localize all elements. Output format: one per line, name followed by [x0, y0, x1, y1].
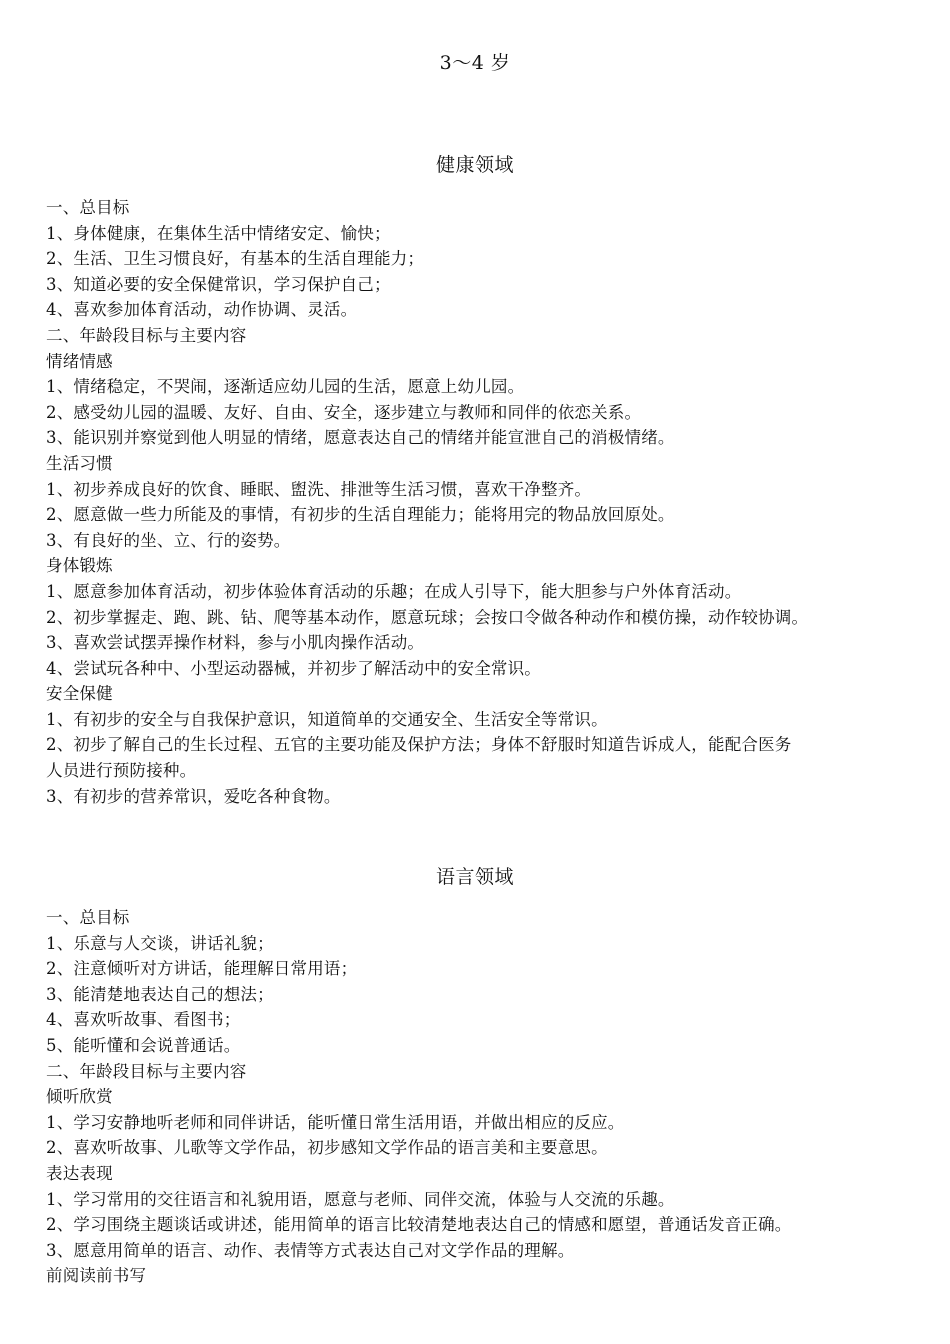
text-line: 情绪情感	[46, 351, 113, 371]
text-line: 4、喜欢听故事、看图书；	[46, 1010, 241, 1030]
text-line: 1、愿意参加体育活动，初步体验体育活动的乐趣；在成人引导下，能大胆参与户外体育活动。	[46, 581, 742, 601]
text-line: 3、有良好的坐、立、行的姿势。	[46, 530, 291, 550]
text-line: 倾听欣赏	[46, 1087, 113, 1107]
text-line: 前阅读前书写	[46, 1266, 147, 1286]
text-line: 3、知道必要的安全保健常识，学习保护自己；	[46, 274, 391, 294]
text-line: 2、初步了解自己的生长过程、五官的主要功能及保护方法；身体不舒服时知道告诉成人，能配合医务	[46, 735, 792, 755]
section-body-health	[46, 195, 916, 809]
text-line: 3、有初步的营养常识，爱吃各种食物。	[46, 786, 341, 806]
text-line: 安全保健	[46, 684, 113, 704]
text-line: 表达表现	[46, 1163, 113, 1183]
text-line: 一、总目标	[46, 908, 130, 927]
text-line: 1、有初步的安全与自我保护意识，知道简单的交通安全、生活安全等常识。	[46, 709, 608, 729]
text-line: 1、乐意与人交谈，讲话礼貌；	[46, 933, 274, 953]
text-line: 人员进行预防接种。	[46, 761, 197, 781]
text-line: 2、注意倾听对方讲话，能理解日常用语；	[46, 959, 358, 979]
text-line: 1、情绪稳定，不哭闹，逐渐适应幼儿园的生活，愿意上幼儿园。	[46, 377, 525, 397]
text-line: 3、能识别并察觉到他人明显的情绪，愿意表达自己的情绪并能宣泄自己的消极情绪。	[46, 428, 675, 448]
text-line: 2、愿意做一些力所能及的事情，有初步的生活自理能力；能将用完的物品放回原处。	[46, 505, 675, 525]
text-line: 一、总目标	[46, 198, 130, 217]
section-heading-language: 语言领域	[435, 866, 514, 888]
section-body-language	[46, 905, 916, 1289]
text-line: 2、感受幼儿园的温暖、友好、自由、安全，逐步建立与教师和同伴的依恋关系。	[46, 402, 642, 422]
text-line: 1、初步养成良好的饮食、睡眠、盥洗、排泄等生活习惯，喜欢干净整齐。	[46, 479, 592, 499]
text-line: 1、身体健康，在集体生活中情绪安定、愉快；	[46, 223, 391, 243]
text-line: 1、学习安静地听老师和同伴讲话，能听懂日常生活用语，并做出相应的反应。	[46, 1112, 625, 1132]
text-line: 身体锻炼	[46, 556, 113, 576]
text-line: 2、初步掌握走、跑、跳、钻、爬等基本动作，愿意玩球；会按口令做各种动作和模仿操，动作较协调。	[46, 607, 809, 627]
section-heading-health: 健康领域	[435, 154, 514, 176]
text-line: 二、年龄段目标与主要内容	[46, 325, 247, 345]
text-line: 生活习惯	[46, 453, 113, 473]
text-line: 3、能清楚地表达自己的想法；	[46, 984, 274, 1004]
text-line: 4、喜欢参加体育活动，动作协调、灵活。	[46, 300, 358, 320]
text-line: 1、学习常用的交往语言和礼貌用语，愿意与老师、同伴交流，体验与人交流的乐趣。	[46, 1189, 675, 1209]
text-line: 5、能听懂和会说普通话。	[46, 1035, 241, 1055]
text-line: 二、年龄段目标与主要内容	[46, 1061, 247, 1081]
document-title: 3～4 岁	[439, 52, 511, 74]
text-line: 2、喜欢听故事、儿歌等文学作品，初步感知文学作品的语言美和主要意思。	[46, 1138, 608, 1158]
text-line: 3、愿意用简单的语言、动作、表情等方式表达自己对文学作品的理解。	[46, 1240, 575, 1260]
text-line: 2、生活、卫生习惯良好，有基本的生活自理能力；	[46, 249, 425, 269]
text-line: 4、尝试玩各种中、小型运动器械，并初步了解活动中的安全常识。	[46, 658, 541, 678]
text-line: 2、学习围绕主题谈话或讲述，能用简单的语言比较清楚地表达自己的情感和愿望，普通话发音正确。	[46, 1215, 792, 1235]
text-line: 3、喜欢尝试摆弄操作材料，参与小肌肉操作活动。	[46, 633, 425, 653]
